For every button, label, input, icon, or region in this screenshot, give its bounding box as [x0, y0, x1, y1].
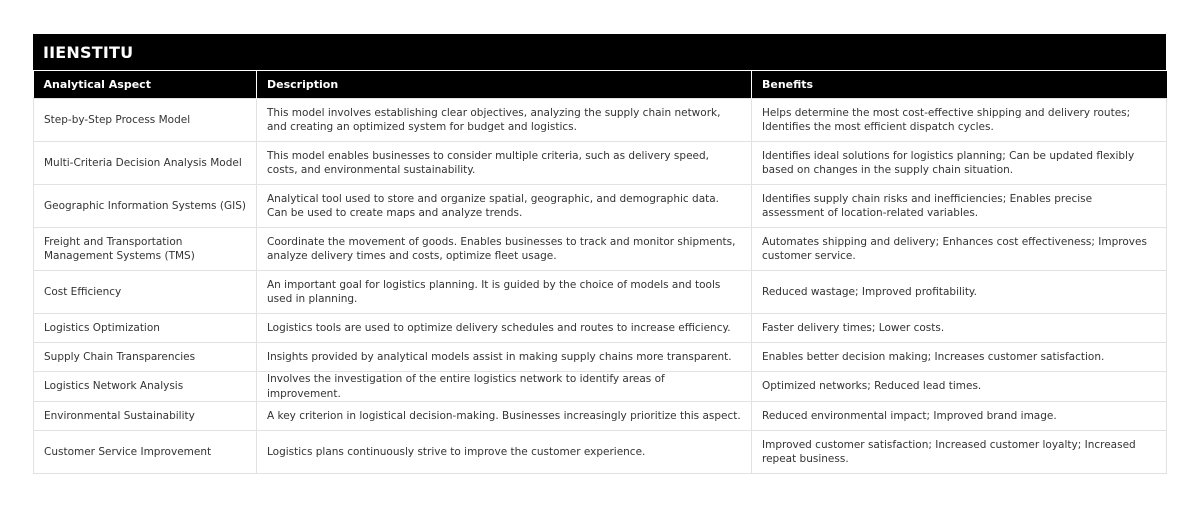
cell-aspect: Geographic Information Systems (GIS) [34, 185, 257, 228]
column-header-description: Description [257, 71, 752, 99]
table-row [34, 228, 1167, 271]
table-row [34, 402, 1167, 431]
cell-benefits: Faster delivery times; Lower costs. [752, 314, 1167, 343]
cell-aspect: Supply Chain Transparencies [34, 343, 257, 372]
cell-aspect: Environmental Sustainability [34, 402, 257, 431]
table-row [34, 431, 1167, 474]
cell-aspect: Cost Efficiency [34, 271, 257, 314]
cell-benefits: Reduced wastage; Improved profitability. [752, 271, 1167, 314]
column-header-benefits: Benefits [752, 71, 1167, 99]
cell-aspect: Freight and Transportation Management Systems (TMS) [34, 228, 257, 271]
cell-description: Insights provided by analytical models assist in making supply chains more transparent. [257, 343, 752, 372]
table-row [34, 343, 1167, 372]
cell-description: Coordinate the movement of goods. Enables businesses to track and monitor shipments, analyze delivery times and costs, optimize fleet usage. [257, 228, 752, 271]
table-row [34, 99, 1167, 142]
cell-description: Logistics plans continuously strive to improve the customer experience. [257, 431, 752, 474]
table-row [34, 314, 1167, 343]
cell-aspect: Customer Service Improvement [34, 431, 257, 474]
table-header [34, 71, 1167, 99]
cell-benefits: Optimized networks; Reduced lead times. [752, 372, 1167, 402]
cell-description: Involves the investigation of the entire logistics network to identify areas of improvement. [257, 372, 752, 402]
cell-benefits: Automates shipping and delivery; Enhances cost effectiveness; Improves customer service. [752, 228, 1167, 271]
table-row [34, 372, 1167, 402]
cell-description: An important goal for logistics planning. It is guided by the choice of models and tools used in planning. [257, 271, 752, 314]
cell-benefits: Identifies ideal solutions for logistics planning; Can be updated flexibly based on changes in the supply chain situation. [752, 142, 1167, 185]
table-body [34, 99, 1167, 474]
header-row [34, 71, 1167, 99]
table-row [34, 142, 1167, 185]
cell-aspect: Logistics Optimization [34, 314, 257, 343]
cell-description: Analytical tool used to store and organize spatial, geographic, and demographic data. Can be used to create maps and analyze trends. [257, 185, 752, 228]
cell-description: Logistics tools are used to optimize delivery schedules and routes to increase efficiency. [257, 314, 752, 343]
cell-benefits: Identifies supply chain risks and inefficiencies; Enables precise assessment of location-related variables. [752, 185, 1167, 228]
cell-benefits: Reduced environmental impact; Improved brand image. [752, 402, 1167, 431]
table-row [34, 185, 1167, 228]
brand-header [33, 34, 1166, 70]
cell-benefits: Helps determine the most cost-effective shipping and delivery routes; Identifies the most efficient dispatch cycles. [752, 99, 1167, 142]
column-header-aspect: Analytical Aspect [34, 71, 257, 99]
cell-description: This model enables businesses to consider multiple criteria, such as delivery speed, costs, and environmental sustainability. [257, 142, 752, 185]
table-row [34, 271, 1167, 314]
analysis-table [33, 70, 1167, 474]
brand-title: IIENSTITU [43, 42, 134, 62]
cell-aspect: Multi-Criteria Decision Analysis Model [34, 142, 257, 185]
cell-description: This model involves establishing clear objectives, analyzing the supply chain network, and creating an optimized system for budget and logistics. [257, 99, 752, 142]
cell-aspect: Step-by-Step Process Model [34, 99, 257, 142]
cell-aspect: Logistics Network Analysis [34, 372, 257, 402]
cell-description: A key criterion in logistical decision-making. Businesses increasingly prioritize this aspect. [257, 402, 752, 431]
content-table-container [33, 34, 1166, 474]
cell-benefits: Improved customer satisfaction; Increased customer loyalty; Increased repeat business. [752, 431, 1167, 474]
cell-benefits: Enables better decision making; Increases customer satisfaction. [752, 343, 1167, 372]
